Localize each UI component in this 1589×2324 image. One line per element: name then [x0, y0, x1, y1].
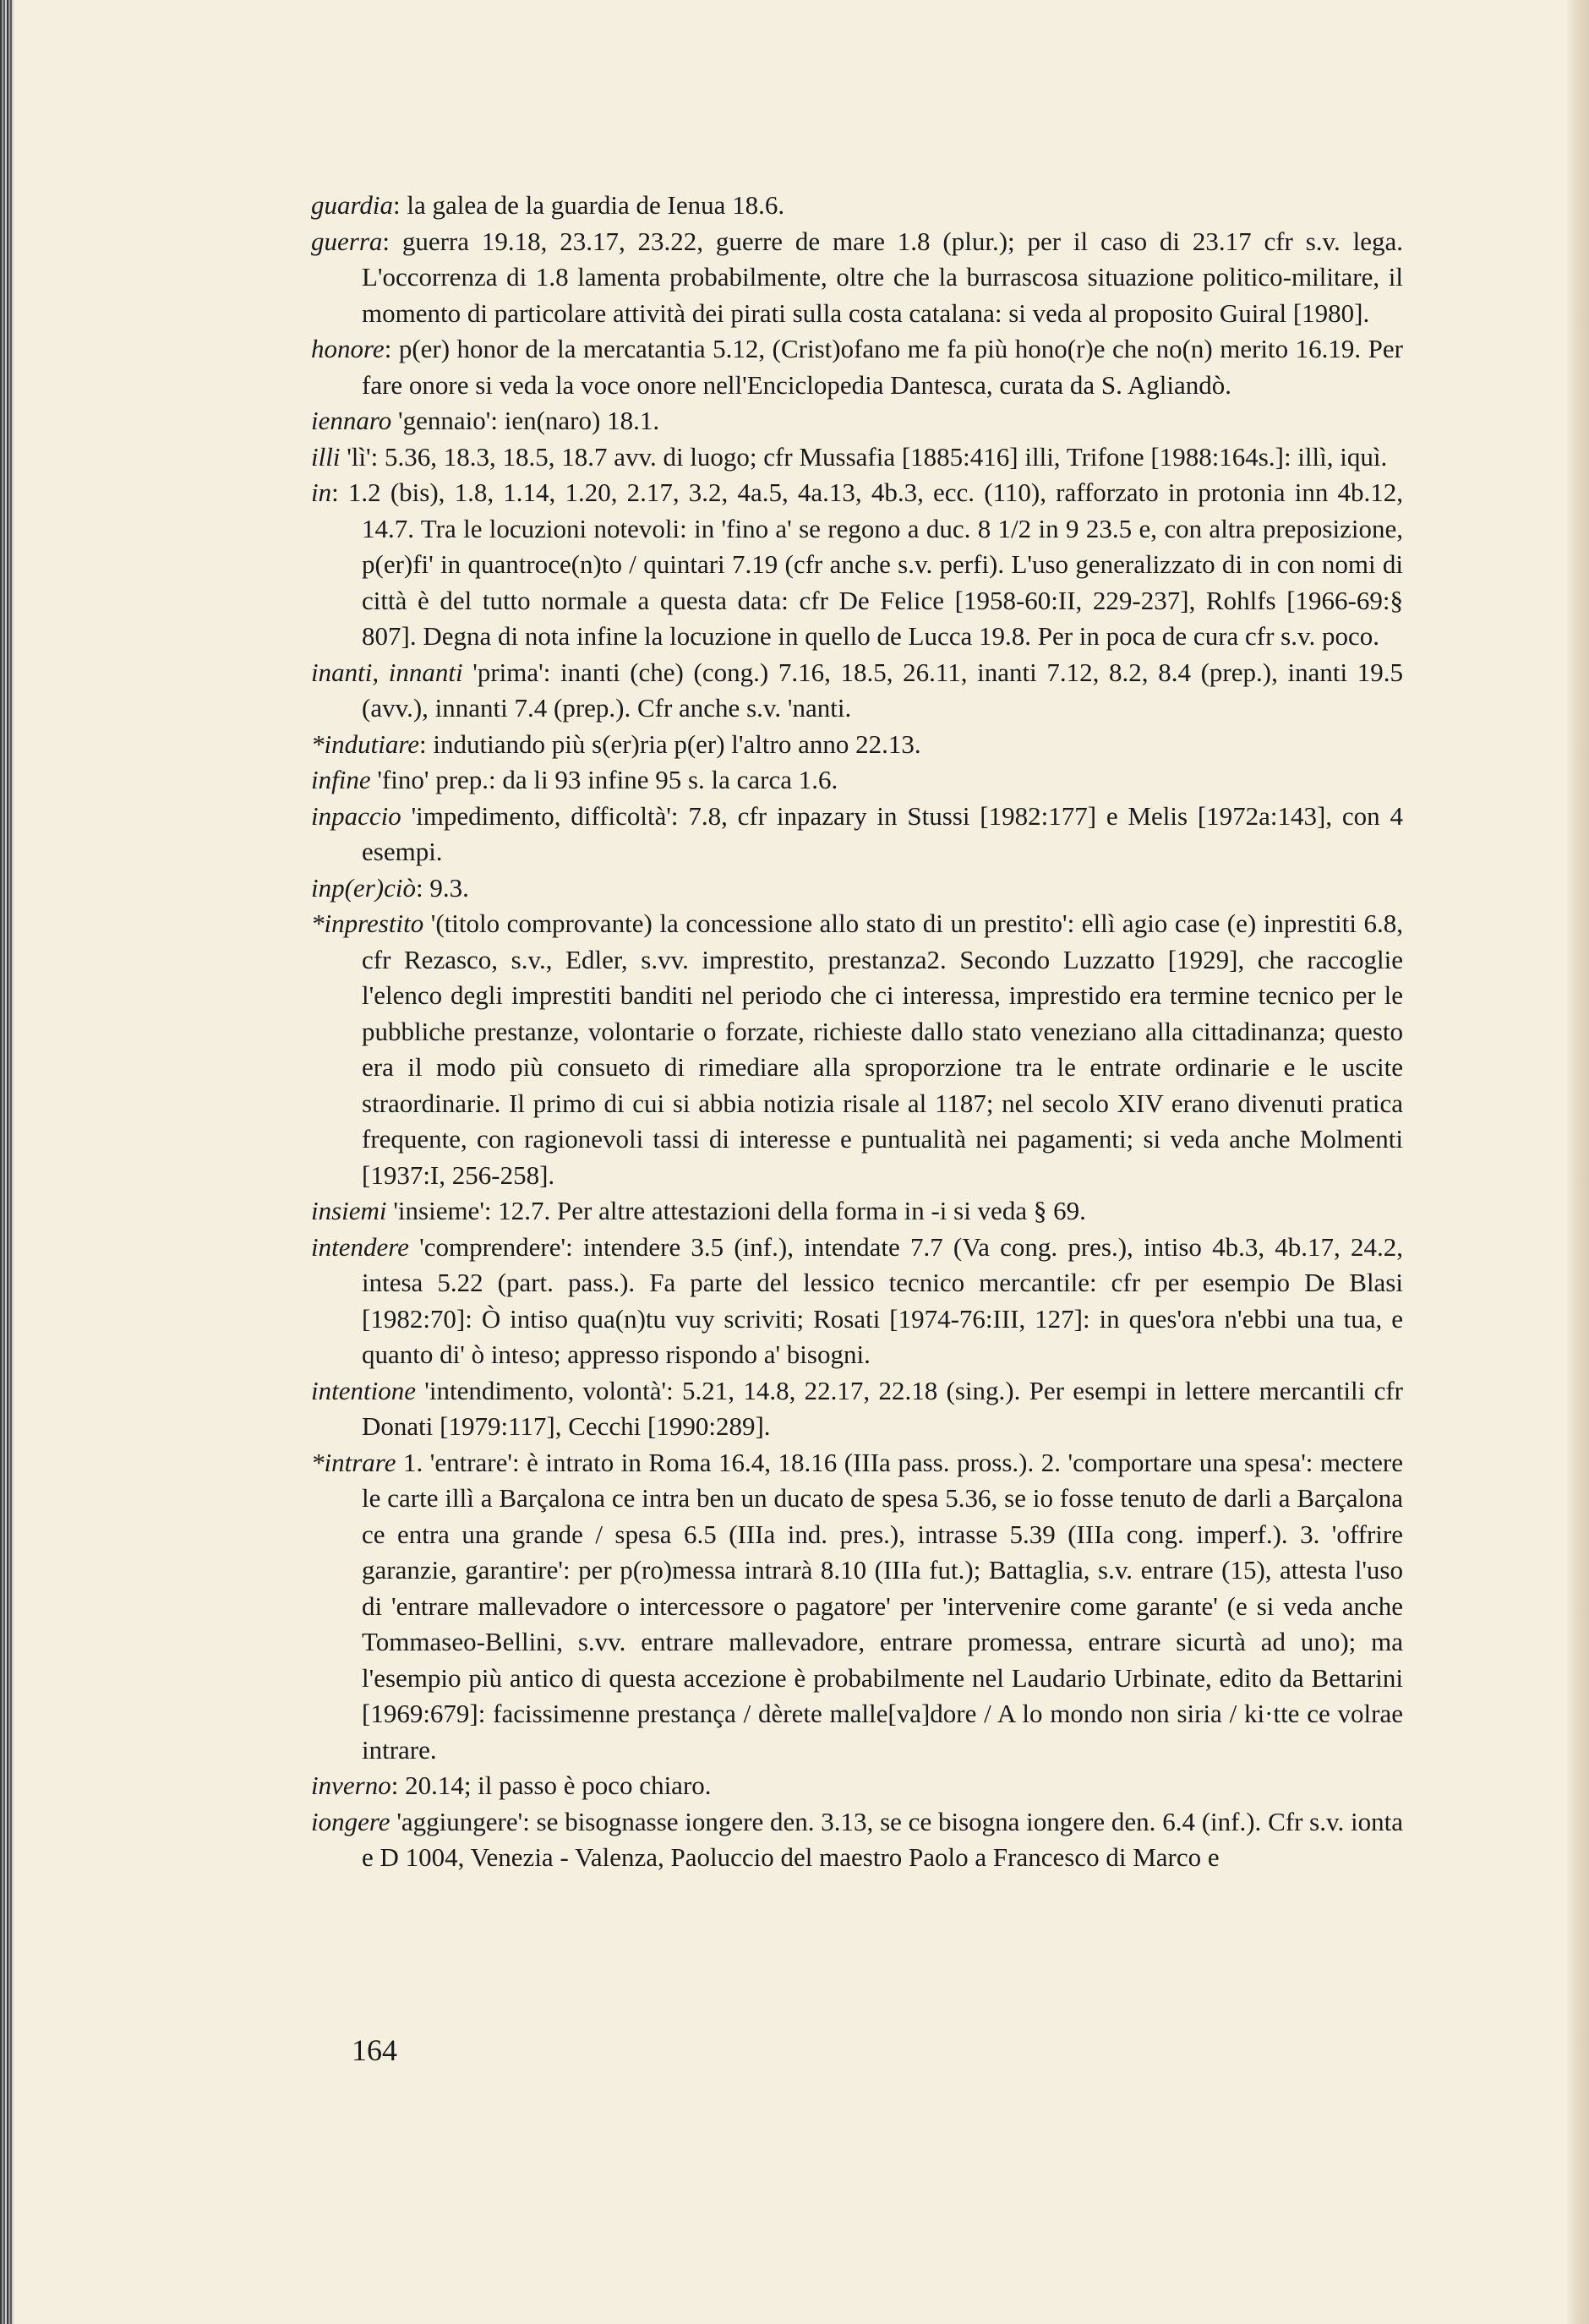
entry-body: '(titolo comprovante) la concessione allo stato di un prestito': ellì agio case (e) inprestiti 6.8, cfr Rezasco, s.v., Edler, s.vv. imprestito, prestanza2. Secondo Luzzatto [1929], che raccoglie l'elenco degli imprestiti banditi nel periodo che ci interessa, imprestido era termine tecnico per le pubbliche prestanze, volontarie o forzate, richieste dallo stato veneziano alla cittadinanza; questo era il modo più consueto di rimediare alla sproporzione tra le entrate ordinarie e le uscite straordinarie. Il primo di cui si abbia notizia risale al 1187; nel secolo XIV erano divenuti pratica frequente, con ragionevoli tassi di interesse e puntualità nei pagamenti; si veda anche Molmenti [1937:I, 256-258]. [362, 908, 1403, 1190]
headword: guerra [311, 226, 383, 256]
entry-body: 'gennaio': ien(naro) 18.1. [391, 406, 660, 435]
glossary-text [311, 188, 1403, 1876]
glossary-entry [311, 331, 1403, 403]
glossary-entry [311, 870, 1403, 907]
glossary-entry [311, 1445, 1403, 1769]
book-page [14, 0, 1567, 2324]
glossary-entry [311, 224, 1403, 332]
glossary-entry [311, 906, 1403, 1193]
entry-body: 'intendimento, volontà': 5.21, 14.8, 22.17, 22.18 (sing.). Per esempi in lettere mercantili cfr Donati [1979:117], Cecchi [1990:289]. [362, 1375, 1403, 1441]
headword: inverno [311, 1770, 391, 1800]
glossary-entry [311, 188, 1403, 224]
headword: inp(er)ciò [311, 872, 416, 903]
headword: guardia [311, 190, 394, 220]
glossary-entry [311, 762, 1403, 799]
glossary-entry [311, 1768, 1403, 1804]
entry-body: 'impedimento, difficoltà': 7.8, cfr inpazary in Stussi [1982:177] e Melis [1972a:143], con 4 esempi. [362, 800, 1403, 866]
entry-body: : p(er) honor de la mercatantia 5.12, (Crist)ofano me fa più hono(r)e che no(n) merito 16.19. Per fare onore si veda la voce onore nell'Enciclopedia Dantesca, curata da S. Agliandò. [362, 334, 1403, 400]
glossary-entry [311, 439, 1403, 476]
entry-body: 'lì': 5.36, 18.3, 18.5, 18.7 avv. di luogo; cfr Mussafia [1885:416] illi, Trifone [1988:164s.]: illì, iquì. [340, 441, 1388, 472]
headword: intentione [311, 1375, 416, 1405]
page-edge [1567, 0, 1589, 2324]
entry-body: 1. 'entrare': è intrato in Roma 16.4, 18.16 (IIIa pass. pross.). 2. 'comportare una spesa': mectere le carte illì a Barçalona ce intra ben un ducato de spesa 5.36, se io fosse tenuto de darli a Barçalona ce entra una grande / spesa 6.5 (IIIa ind. pres.), intrasse 5.39 (IIIa cong. imperf.). 3. 'offrire garanzie, garantire': per p(ro)messa intrarà 8.10 (IIIa fut.); Battaglia, s.v. entrare (15), attesta l'uso di 'entrare mallevadore o intercessore o pagatore' per 'intervenire come garante' (e si veda anche Tommaseo-Bellini, s.vv. entrare mallevadore, entrare promessa, entrare sicurtà ad uno); ma l'esempio più antico di questa accezione è probabilmente nel Laudario Urbinate, edito da Bettarini [1969:679]: facissimenne prestança / dèrete malle[va]dore / A lo mondo non siria / ki·tte ce volrae intrare. [362, 1447, 1403, 1765]
headword: honore [311, 334, 385, 363]
entry-body: 'fino' prep.: da li 93 infine 95 s. la carca 1.6. [370, 765, 838, 794]
page-number: 164 [352, 2033, 397, 2067]
entry-body: : 1.2 (bis), 1.8, 1.14, 1.20, 2.17, 3.2, 4a.5, 4a.13, 4b.3, ecc. (110), rafforzato in protonia inn 4b.12, 14.7. Tra le locuzioni notevoli: in 'fino a' se regono a duc. 8 1/2 in 9 23.5 e, con altra preposizione, p(er)fi' in quantroce(n)to / quintari 7.19 (cfr anche s.v. perfi). L'uso generalizzato di in con nomi di città è del tutto normale a questa data: cfr De Felice [1958-60:II, 229-237], Rohlfs [1966-69:§ 807]. Degna di nota infine la locuzione in quello de Lucca 19.8. Per in poca de cura cfr s.v. poco. [331, 477, 1403, 651]
entry-body: : indutiando più s(er)ria p(er) l'altro anno 22.13. [419, 728, 921, 759]
headword: intendere [311, 1231, 409, 1262]
headword: iongere [311, 1806, 390, 1836]
glossary-entry [311, 1230, 1403, 1373]
headword: *intrare [311, 1447, 396, 1477]
entry-body: 'insieme': 12.7. Per altre attestazioni della forma in -i si veda § 69. [386, 1196, 1086, 1225]
headword: in [311, 477, 332, 507]
glossary-entry [311, 799, 1403, 870]
entry-body: 'comprendere': intendere 3.5 (inf.), intendate 7.7 (Va cong. pres.), intiso 4b.3, 4b.17, 24.2, intesa 5.22 (part. pass.). Fa parte del lessico tecnico mercantile: cfr per esempio De Blasi [1982:70]: Ò intiso qua(n)tu vuy scriviti; Rosati [1974-76:III, 127]: in ques'ora n'ebbi una tua, e quanto di' ò inteso; appresso rispondo a' bisogni. [362, 1231, 1403, 1369]
glossary-entry [311, 1804, 1403, 1876]
entry-body: : la galea de la guardia de Ienua 18.6. [393, 190, 785, 220]
glossary-entry [311, 727, 1403, 763]
glossary-entry [311, 1193, 1403, 1230]
entry-body: : 20.14; il passo è poco chiaro. [390, 1770, 712, 1800]
headword: inanti, innanti [311, 657, 463, 687]
headword: infine [311, 765, 371, 794]
glossary-entry [311, 403, 1403, 439]
entry-body: 'aggiungere': se bisognasse iongere den. 3.13, se ce bisogna iongere den. 6.4 (inf.). Cfr s.v. ionta e D 1004, Venezia - Valenza, Paoluccio del maestro Paolo a Francesco di Marco e [362, 1806, 1403, 1872]
headword: *indutiare [311, 728, 420, 759]
entry-body: 'prima': inanti (che) (cong.) 7.16, 18.5, 26.11, inanti 7.12, 8.2, 8.4 (prep.), inanti 19.5 (avv.), innanti 7.4 (prep.). Cfr anche s.v. 'nanti. [362, 657, 1403, 723]
headword: inpaccio [311, 800, 401, 831]
glossary-entry [311, 475, 1403, 655]
entry-body: : 9.3. [415, 872, 469, 903]
headword: insiemi [311, 1196, 387, 1225]
headword: illi [311, 441, 341, 472]
book-spine [0, 0, 14, 2324]
headword: *inprestito [311, 908, 424, 938]
glossary-entry [311, 1373, 1403, 1445]
glossary-entry [311, 655, 1403, 727]
entry-body: : guerra 19.18, 23.17, 23.22, guerre de mare 1.8 (plur.); per il caso di 23.17 cfr s.v. lega. L'occorrenza di 1.8 lamenta probabilmente, oltre che la burrascosa situazione politico-militare, il momento di particolare attività dei pirati sulla costa catalana: si veda al proposito Guiral [1980]. [362, 226, 1403, 328]
headword: iennaro [311, 406, 392, 435]
